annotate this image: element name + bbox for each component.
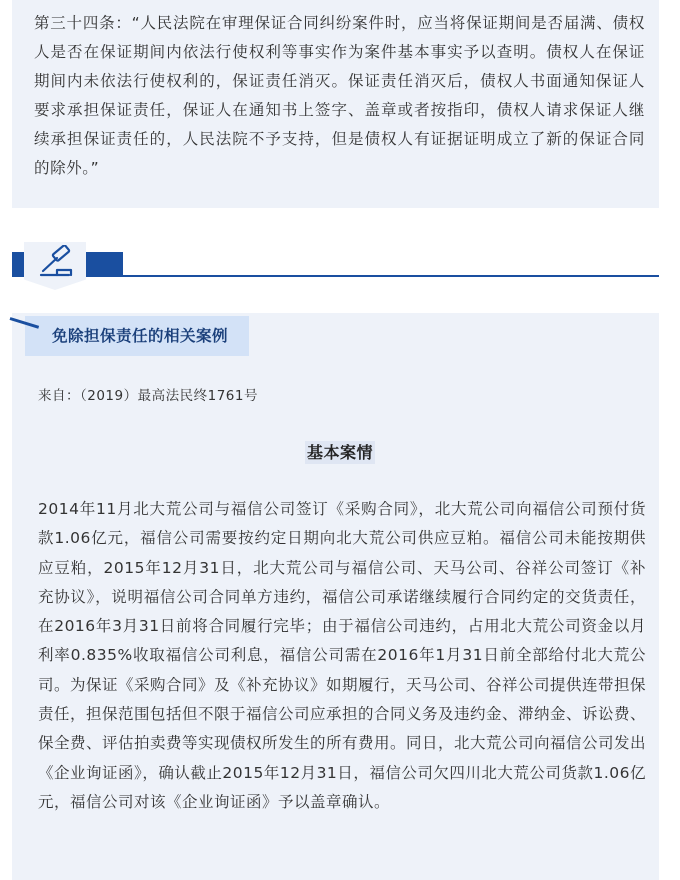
divider-block-right	[86, 252, 123, 277]
case-body: 2014年11月北大荒公司与福信公司签订《采购合同》，北大荒公司向福信公司预付货款1.06亿元，福信公司需要按约定日期向北大荒公司供应豆粕。福信公司未能按期供应豆粕，2015年12月31日，北大荒公司与福信公司、天马公司、谷祥公司签订《补充协议》，说明福信公司合同单方违约，福信公司承诺继续履行合同约定的交货责任，在2016年3月31日前将合同履行完毕；由于福信公司违约，占用北大荒公司资金以月利率0.835%收取福信公司利息，福信公司需在2016年1月31日前全部给付北大荒公司。为保证《采购合同》及《补充协议》如期履行，天马公司、谷祥公司提供连带担保责任，担保范围包括但不限于福信公司应承担的合同义务及违约金、滞纳金、诉讼费、保全费、评估拍卖费等实现债权所发生的所有费用。同日，北大荒公司向福信公司发出《企业询证函》，确认截止2015年12月31日，福信公司欠四川北大荒公司货款1.06亿元，福信公司对该《企业询证函》予以盖章确认。	[38, 500, 647, 811]
case-source: 来自：（2019）最高法民终1761号	[38, 388, 258, 404]
case-title	[0, 440, 680, 463]
divider-block-left	[12, 252, 24, 277]
section-badge	[24, 242, 86, 290]
section-divider	[12, 275, 659, 277]
gavel-icon	[33, 245, 77, 279]
legal-article-quote: 第三十四条：“人民法院在审理保证合同纠纷案件时，应当将保证期间是否届满、债权人是否在保证期间内依法行使权利等事实作为案件基本事实予以查明。债权人在保证期间内未依法行使权利的，保证责任消灭。保证责任消灭后，债权人书面通知保证人要求承担保证责任，保证人在通知书上签字、盖章或者按指印，债权人请求保证人继续承担保证责任的，人民法院不予支持，但是债权人有证据证明成立了新的保证合同的除外。”	[34, 14, 645, 177]
case-title-label: 基本案情	[306, 443, 373, 462]
quote-panel	[12, 0, 659, 208]
case-heading: 免除担保责任的相关案例	[52, 327, 229, 345]
